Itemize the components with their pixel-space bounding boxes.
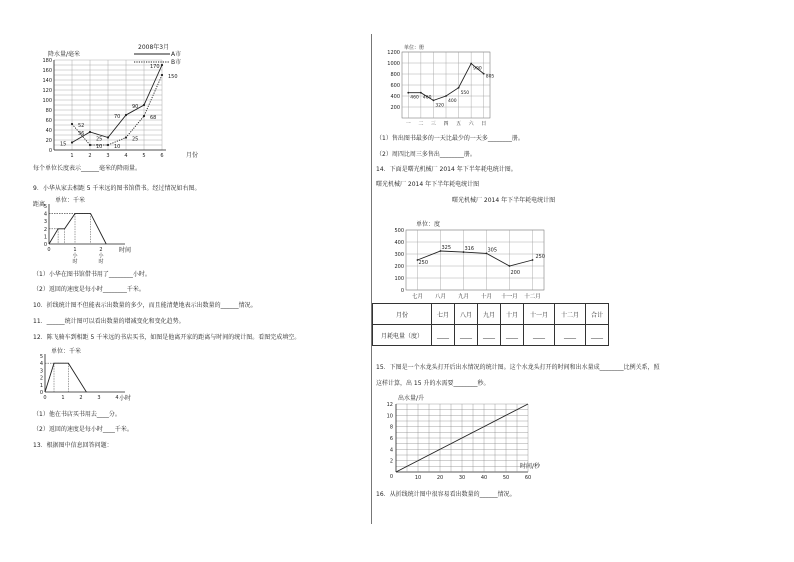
- rainfall-y-tick: 120: [42, 88, 52, 94]
- distance-x-tick: 1: [73, 247, 77, 253]
- electricity-x-tick: 七月: [411, 294, 424, 300]
- series-a-point: [89, 131, 91, 133]
- rainfall-y-tick: 100: [42, 98, 52, 104]
- books-point: [433, 100, 435, 102]
- q9-xlabel: 时间: [119, 247, 132, 254]
- q9-distance-chart: [33, 194, 143, 264]
- electricity-x-tick: 九月: [457, 294, 470, 300]
- water-y-tick: 2: [389, 458, 393, 465]
- table-header-cell: 十月: [501, 304, 524, 325]
- table-row: [373, 325, 609, 346]
- legend-b-label: B市: [171, 59, 182, 66]
- distance-y-tick: 3: [43, 219, 47, 226]
- books-y-tick: 1000: [387, 61, 400, 67]
- series-a-data-label: 15: [60, 141, 67, 148]
- books-x-tick: 一: [405, 121, 411, 127]
- rainfall-x-tick: 4: [124, 153, 128, 159]
- table-header-cell: 月份: [373, 304, 432, 325]
- rainfall-y-tick: 20: [45, 138, 52, 144]
- rainfall-y-tick: 60: [45, 118, 52, 124]
- electricity-unit: 单位：度: [416, 221, 441, 228]
- table-row-label: 月耗电量（度）: [373, 325, 432, 346]
- electricity-y-tick: 0: [400, 288, 404, 294]
- q14-text: 14．下面是曙光机械厂 2014 年下半年耗电统计图。: [376, 166, 517, 173]
- q16-text: 16．从折线统计图中很容易看出数量的______情况。: [376, 491, 516, 498]
- table-header-cell: 八月: [455, 304, 478, 325]
- table-header-cell: 十一月: [524, 304, 555, 325]
- q9-unit: 单位：千米: [55, 197, 86, 204]
- electricity-point: [509, 265, 511, 267]
- books-data-label: 990: [473, 66, 482, 72]
- books-point: [445, 95, 447, 97]
- distance-x-tick: 时: [72, 259, 78, 265]
- electricity-line: [418, 251, 533, 266]
- distance-x-tick: 小: [98, 253, 104, 259]
- water-xlabel: 时间/秒: [520, 463, 541, 470]
- water-x-tick: 60: [524, 475, 532, 481]
- rainfall-x-tick: 6: [160, 153, 164, 159]
- water-y-tick: 12: [386, 402, 393, 408]
- series-a-data-label: 36: [78, 131, 85, 137]
- rainfall-x-tick: 1: [70, 153, 74, 159]
- series-b-data-label: 10: [114, 144, 121, 150]
- distance-y-tick: 1: [39, 382, 43, 389]
- q8-text: 每个单位长度表示______毫米的降雨量。: [33, 165, 142, 172]
- books-y-tick: 400: [390, 94, 400, 100]
- q12-text: 12．陈飞骑车到相距 5 千米远的书店买书，如图是他离开家的距离与时间的统计图。看图完成填空。: [33, 334, 301, 341]
- books-y-tick: 200: [390, 105, 400, 111]
- q9-distance-line: [49, 214, 106, 244]
- q12-question-1: （1）他在书店买书用去____分。: [33, 411, 121, 418]
- rainfall-y-tick: 80: [45, 108, 52, 114]
- rainfall-xlabel: 月份: [186, 152, 199, 159]
- series-b-data-label: 68: [150, 115, 157, 121]
- series-a-data-label: 90: [132, 104, 139, 110]
- q12-question-2: （2）返回的速度是每小时____千米。: [33, 426, 133, 433]
- electricity-y-tick: 400: [394, 240, 404, 246]
- table-blank-cell[interactable]: ____: [524, 325, 555, 346]
- electricity-table: [372, 303, 609, 346]
- q15-text-2: 这样计算，出 15 升的水需要________秒。: [376, 380, 490, 387]
- distance-x-tick: 0: [47, 247, 51, 253]
- q10-text: 10．折线统计图不但能表示出数量的多少，而且能清楚地表示出数量的______情况。: [33, 302, 257, 309]
- books-data-label: 320: [435, 103, 445, 109]
- series-a-data-label: 70: [114, 114, 121, 120]
- electricity-y-tick: 500: [394, 228, 404, 234]
- water-x-tick: 20: [436, 475, 444, 481]
- electricity-data-label: 305: [487, 247, 498, 254]
- books-x-tick: 六: [468, 121, 474, 127]
- table-header-cell: 九月: [478, 304, 501, 325]
- books-x-tick: 五: [456, 121, 462, 127]
- table-header-cell: 七月: [432, 304, 455, 325]
- series-a-point: [71, 141, 73, 143]
- q11-text: 11．______统计图可以看出数量的增减变化和变化趋势。: [33, 318, 185, 325]
- table-blank-cell[interactable]: ____: [478, 325, 501, 346]
- series-b-point: [161, 74, 163, 76]
- series-b-point: [107, 144, 109, 146]
- water-x-tick: 40: [480, 475, 488, 481]
- q12-unit: 单位：千米: [51, 348, 82, 355]
- books-chart: [376, 42, 506, 132]
- water-chart: [380, 392, 550, 488]
- table-header-cell: 合计: [586, 304, 609, 325]
- water-y-tick: 8: [389, 424, 393, 431]
- water-y-tick: 6: [389, 436, 393, 442]
- rainfall-y-tick: 180: [42, 58, 52, 64]
- q13-question-1: （1）售出图书最多的一天比最少的一天多________册。: [376, 135, 524, 142]
- rainfall-x-tick: 2: [88, 153, 92, 159]
- books-data-label: 460: [410, 95, 419, 101]
- books-data-label: 460: [422, 95, 432, 101]
- q9-question-1: （1）小华在图书馆借书用了________小时。: [33, 271, 151, 278]
- electricity-data-label: 250: [535, 254, 546, 260]
- table-blank-cell[interactable]: ____: [501, 325, 524, 346]
- water-y-tick: 4: [389, 447, 393, 454]
- q13-text: 13．根据图中信息回答问题：: [33, 442, 113, 449]
- column-divider: [371, 34, 372, 524]
- electricity-x-tick: 十二月: [524, 294, 541, 300]
- distance-y-tick: 0: [39, 390, 43, 396]
- books-y-tick: 800: [390, 72, 400, 78]
- distance-y-tick: 2: [43, 226, 47, 233]
- rainfall-ylabel: 降水量/毫米: [48, 51, 81, 58]
- table-header-row: [373, 304, 609, 325]
- distance-x-tick: 时: [98, 259, 104, 265]
- distance-y-tick: 5: [39, 354, 43, 360]
- books-point: [420, 92, 422, 94]
- table-blank-cell[interactable]: ____: [455, 325, 478, 346]
- electricity-x-tick: 十一月: [501, 294, 518, 300]
- q12-distance-chart: [33, 346, 143, 402]
- books-point: [470, 63, 472, 65]
- distance-x-tick: 2: [79, 395, 83, 401]
- books-y-tick: 1200: [387, 50, 400, 56]
- electricity-y-tick: 300: [394, 252, 404, 258]
- books-data-label: 805: [485, 74, 495, 80]
- water-x-tick: 30: [458, 475, 466, 481]
- q15-text-1: 15．下图是一个水龙头打开后出水情况的统计图。这个水龙头打开的时间和出水量成________比例关系，照: [376, 364, 660, 371]
- distance-y-tick: 4: [43, 211, 47, 218]
- rainfall-title: 2008年3月: [138, 44, 170, 51]
- books-x-tick: 二: [418, 121, 424, 127]
- electricity-y-tick: 200: [394, 264, 404, 270]
- books-unit: 单位：册: [404, 45, 425, 51]
- series-b-data-label: 25: [132, 136, 139, 143]
- electricity-x-tick: 八月: [434, 294, 447, 300]
- rainfall-y-tick: 140: [42, 78, 52, 84]
- series-a-point: [125, 114, 127, 116]
- table-blank-cell[interactable]: ____: [555, 325, 586, 346]
- electricity-data-label: 316: [464, 246, 475, 253]
- rainfall-y-tick: 160: [42, 68, 52, 74]
- electricity-chart: [376, 216, 566, 302]
- table-header-cell: 十二月: [555, 304, 586, 325]
- q13-question-2: （2）周四比周三多售出________册。: [376, 151, 476, 158]
- electricity-data-label: 250: [418, 260, 429, 266]
- distance-y-tick: 4: [39, 361, 43, 368]
- water-x-tick: 50: [502, 475, 510, 481]
- q14-subtitle: 曙光机械厂 2014 年下半年耗电统计图: [376, 181, 480, 188]
- table-blank-cell[interactable]: ____: [586, 325, 609, 346]
- books-point: [483, 73, 485, 75]
- books-data-label: 550: [460, 90, 470, 96]
- distance-x-tick: 2: [99, 247, 103, 253]
- q9-ylabel: 距离: [33, 201, 46, 208]
- distance-y-tick: 5: [43, 204, 47, 210]
- series-a-data-label: 170: [150, 64, 160, 70]
- series-b-data-label: 150: [168, 74, 178, 80]
- series-a-data-label: 25: [96, 136, 103, 143]
- electricity-point: [532, 259, 534, 261]
- distance-x-tick: 0: [43, 395, 47, 401]
- distance-y-tick: 3: [39, 368, 43, 375]
- water-y-tick: 10: [386, 413, 393, 420]
- series-a-line: [72, 65, 162, 143]
- electricity-y-tick: 100: [394, 276, 404, 282]
- table-blank-cell[interactable]: ____: [432, 325, 455, 346]
- books-data-label: 400: [448, 99, 457, 104]
- q14-chart-title: 曙光机械厂 2014 年下半年耗电统计图: [452, 197, 556, 204]
- q9-question-2: （2）返回的速度是每小时________千米。: [33, 286, 145, 293]
- series-b-point: [125, 136, 127, 138]
- electricity-data-label: 200: [510, 270, 521, 276]
- rainfall-y-tick: 0: [48, 148, 52, 154]
- series-b-data-label: 10: [96, 144, 103, 150]
- electricity-x-tick: 十月: [480, 294, 493, 300]
- books-x-tick: 日: [481, 121, 487, 127]
- series-b-data-label: 52: [78, 123, 85, 129]
- books-point: [458, 87, 460, 89]
- electricity-data-label: 325: [441, 245, 452, 251]
- q12-distance-line: [45, 363, 86, 392]
- books-x-tick: 四: [443, 121, 449, 127]
- distance-x-tick: 1: [61, 395, 65, 401]
- water-x-tick: 10: [414, 475, 422, 481]
- rainfall-x-tick: 3: [106, 153, 110, 159]
- distance-y-tick: 1: [43, 234, 47, 241]
- rainfall-y-tick: 40: [45, 128, 52, 134]
- rainfall-x-tick: 5: [142, 153, 146, 159]
- distance-x-tick: 4: [115, 395, 119, 401]
- series-a-point: [161, 64, 163, 66]
- distance-x-tick: 3: [97, 395, 101, 401]
- distance-y-tick: 0: [43, 242, 47, 248]
- rainfall-chart: [30, 38, 210, 160]
- series-b-point: [89, 144, 91, 146]
- books-x-tick: 三: [430, 121, 436, 127]
- books-y-tick: 600: [390, 83, 400, 89]
- water-origin-tick: 0: [389, 474, 393, 480]
- legend-a-label: A市: [171, 51, 182, 58]
- q12-xlabel: 小时: [119, 395, 132, 402]
- distance-y-tick: 2: [39, 375, 43, 382]
- series-a-point: [143, 104, 145, 106]
- water-ylabel: 出水量/升: [398, 395, 425, 402]
- series-b-point: [143, 115, 145, 117]
- series-a-point: [107, 136, 109, 138]
- q9-title: 9．小华从家去相距 5 千米远的图书馆借书。经过情况如右图。: [33, 185, 201, 192]
- distance-x-tick: 小: [72, 253, 78, 259]
- books-point: [407, 92, 409, 94]
- series-b-point: [71, 123, 73, 125]
